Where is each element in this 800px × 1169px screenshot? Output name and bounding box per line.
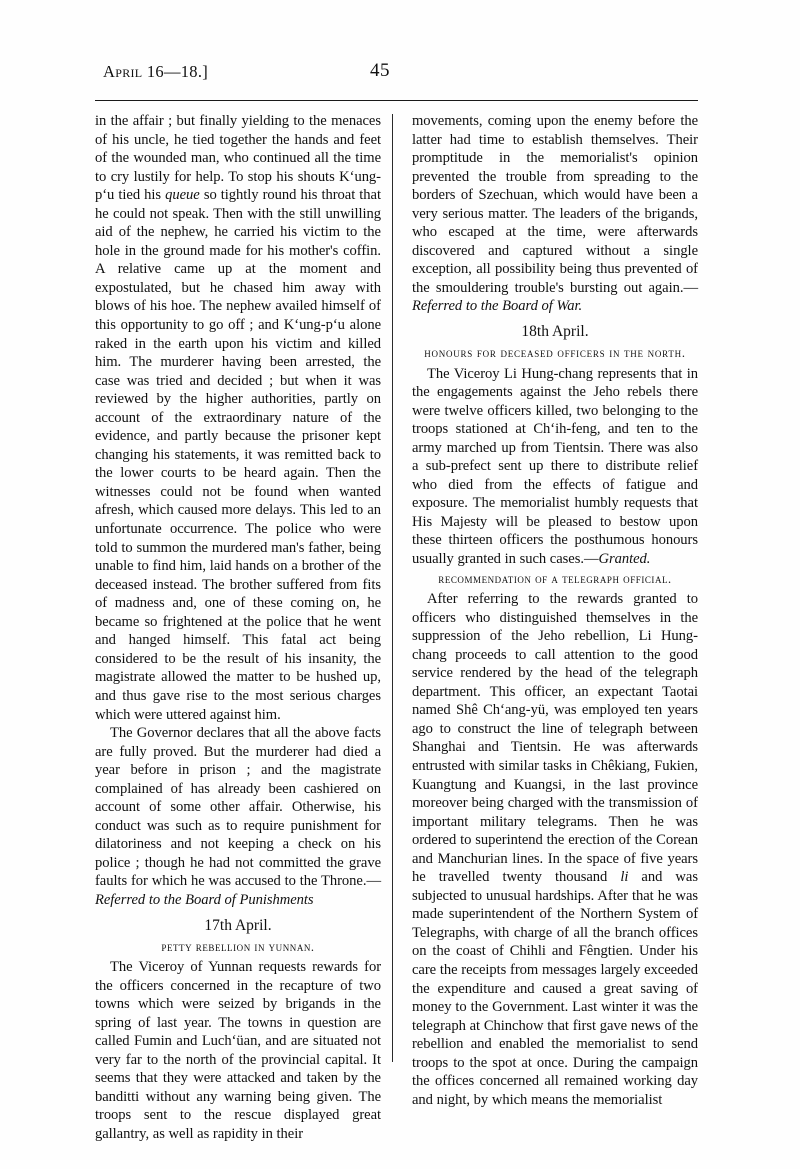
paragraph-governor-declares: [95, 724, 381, 909]
date-heading-17-april: 17th April.: [204, 916, 272, 934]
subheading-telegraph-official: recommendation of a telegraph official.: [438, 571, 672, 586]
two-column-body: [95, 112, 698, 1142]
subheading-petty-rebellion-yunnan: petty rebellion in yunnan.: [161, 939, 315, 954]
right-column: [412, 112, 698, 1109]
paragraph-text: in the affair ; but finally yielding to the menaces of his uncle, he tied together the hands and feet of the wounded man, who continued all the time to cry lustily for help. To stop his shouts K‘ung-p‘u tied his queue so tightly round his throat that he could not speak. Then with the still unwilling aid of the nephew, he carried his victim to the hole in the ground made for his mother's coffin. A relative came up at the moment and expostulated, but he chased him away with blows of his hoe. The nephew availed himself of this opportunity to go off ; and K‘ung-p‘u alone raked in the earth upon his victim and killed him. The murderer having been arrested, the case was tried and decided ; but when it was reviewed by the higher authorities, partly on account of the extraordinary nature of the evidence, and partly because the prisoner kept changing his statements, it was remitted back to the lower courts to be heard again. Then the witnesses could not be found when wanted afresh, which caused more delays. This led to an unfortunate occurrence. The police who were told to summon the murdered man's father, being unable to find him, laid hands on a brother of the deceased instead. The brother suffered from fits of madness and, one of these coming on, he became so frightened at the police that he went and hanged himself. This fatal act being considered to be the result of his insanity, the magistrate allowed the matter to be hushed up, and thus gave rise to the most serious charges which were uttered against him.: [95, 113, 381, 723]
paragraph-text: The Governor declares that all the above facts are fully proved. But the murderer had died a year before in prison ; and the magistrate complained of has already been cashiered on account of some other affair. Otherwise, his conduct was such as to require punishment for dilatoriness and not keeping a check on his police ; though he had not committed the grave faults for which he was accused to the Throne.—: [95, 725, 381, 890]
paragraph-text: The Viceroy of Yunnan requests rewards for the officers concerned in the recapture of two towns which were seized by brigands in the spring of last year. The towns in question are called Fumin and Luch‘üan, and are situated not very far to the north of the provincial capital. It seems that they were attacked and taken by the banditti without any warning being given. The troops sent to the rescue displayed great gallantry, as well as rapidity in their: [95, 959, 381, 1142]
paragraph-brigands-suppressed: [412, 112, 698, 316]
running-head: [95, 62, 698, 92]
paragraph-text: movements, coming upon the enemy before the latter had time to establish themselves. Their promptitude in the memorialist's opinion prevented the trouble from spreading to the borders of Szechuan, which would have been a very serious matter. The leaders of the brigands, who escaped at the time, were afterwards discovered and captured without a single exception, all possibility being thus prevented of the smouldering trouble's bursting out again.—: [412, 113, 698, 296]
referred-note: Referred to the Board of War.: [412, 298, 583, 315]
paragraph-murder-narrative: [95, 112, 381, 724]
running-head-date: April 16—18.]: [103, 62, 209, 81]
paragraph-yunnan-rewards: [95, 958, 381, 1143]
referred-note: Referred to the Board of Punishments: [95, 891, 314, 908]
left-column: [95, 112, 381, 1143]
paragraph-honours-jeho-officers: [412, 365, 698, 569]
subheading-honours-deceased-officers: honours for deceased officers in the north.: [424, 346, 686, 361]
paragraph-text: After referring to the rewards granted to officers who distinguished themselves in the suppression of the Jeho rebellion, Li Hung-chang proceeds to call attention to the good service rendered by the head of the telegraph department. This officer, an expectant Taotai named Shê Ch‘ang-yü, was employed ten years ago to construct the line of telegraph between Shanghai and Tientsin. He was afterwards entrusted with similar tasks in Chêkiang, Fukien, Kuangtung and Kuangsi, in the last province moreover being charged with the transmission of important military telegrams. Then he was ordered to superintend the erection of the Corean and Manchurian lines. In the space of five years he travelled twenty thousand li and was subjected to unusual hardships. After that he was made superintendent of the Northern System of Telegraphs, with charge of all the branch offices on the coast of Chihli and Fêngtien. Under his care the receipts from messages largely exceeded the expenditure and caused a great saving of money to the Government. Last winter it was the telegraph at Chinchow that first gave news of the rebellion and enabled the memorialist to send troops to the spot at once. During the campaign the offices concerned all remained working day and night, by which means the memorialist: [412, 591, 698, 1108]
granted-note: Granted.: [598, 550, 651, 567]
header-rule: [95, 100, 698, 101]
date-heading-18-april: 18th April.: [521, 323, 589, 341]
paragraph-telegraph-official: [412, 590, 698, 1109]
page-number: 45: [370, 60, 390, 81]
paragraph-text: The Viceroy Li Hung-chang represents that in the engagements against the Jeho rebels there were twelve officers killed, two belonging to the troops stationed at Ch‘ih-feng, and ten to the army marched up from Tientsin. There was also a sub-prefect sent up there to distribute relief who died from the effects of fatigue and exposure. The memorialist humbly requests that His Majesty will be pleased to bestow upon these thirteen officers the posthumous honours usually granted in such cases.—: [412, 365, 698, 567]
column-divider-rule: [392, 114, 393, 1062]
